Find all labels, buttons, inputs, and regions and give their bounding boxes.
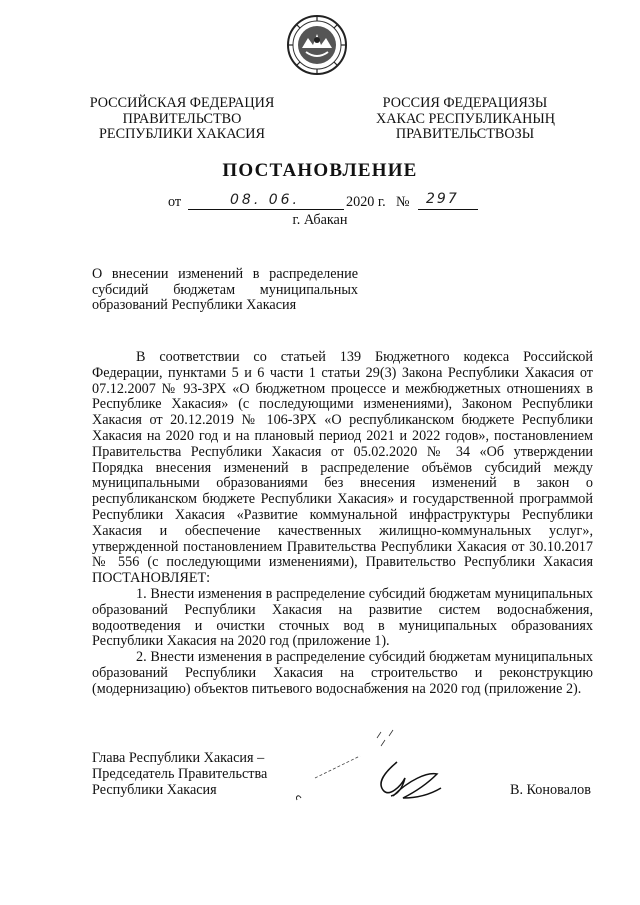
header-left-line: РОССИЙСКАЯ ФЕДЕРАЦИЯ [89,95,275,111]
coat-of-arms-icon [286,14,348,76]
body-paragraph-item-1: 1. Внести изменения в распределение субсидий бюджетам муниципальных образований Республики Хакасия на развитие систем водоснабжения, водоотведения и очистки сточных вод в муниципальных образованиях Республики Хакасия на 2020 год (приложение 1). [92,585,593,650]
header-right-line: ПРАВИТЕЛЬСТВОЗЫ [395,126,535,142]
date-number-line [168,191,488,212]
header-right-block [376,96,554,143]
signatory-title-line: Республики Хакасия [92,782,217,798]
signatory-name: В. Коновалов [510,782,591,798]
city-line: г. Абакан [292,212,348,228]
signatory-title-line: Председатель Правительства [92,766,268,782]
date-prefix: от [168,194,182,210]
handwritten-number: 297 [426,191,459,207]
body-paragraph-item-2: 2. Внести изменения в распределение субсидий бюджетам муниципальных образований Республики Хакасия на строительство и реконструкцию (модернизацию) объектов питьевого водоснабжения на 2020 год (приложение 2). [92,649,593,697]
subject-line: субсидий бюджетам муниципальных [92,281,358,298]
subject-line: образований Республики Хакасия [92,297,297,314]
handwritten-signature [285,728,445,810]
body-paragraph-preamble: В соответствии со статьей 139 Бюджетного кодекса Российской Федерации, пунктами 5 и 6 части 1 статьи 29(3) Закона Республики Хакасия от 07.12.2007 № 93-ЗРХ «О бюджетном процессе и межбюджетных отношениях в Республике Хакасия» (с последующими изменениями), Законом Республики Хакасия от 20.12.2019 № 106-ЗРХ «О республиканском бюджете Республики Хакасия на 2020 год и на плановый период 2021 и 2022 годов», постановлением Правительства Республики Хакасия от 05.02.2020 № 34 «Об утверждении Порядка внесения изменений в распределение объёмов субсидий между муниципальными образованиями без внесения изменений в закон о республиканском бюджете Республики Хакасия» и государственной программой Республики Хакасия «Развитие коммунальной инфраструктуры Республики Хакасия и обеспечение качественных жилищно-коммунальных услуг», утвержденной постановлением Правительства Республики Хакасия от 30.10.2017 № 556 (с последующими изменениями), Правительство Республики Хакасия ПОСТАНОВЛЯЕТ: [92,349,593,587]
date-year: 2020 г. [346,194,386,210]
header-left-block [88,96,276,143]
date-underline [188,209,344,210]
subject-block [92,267,358,314]
header-left-line: РЕСПУБЛИКИ ХАКАСИЯ [99,126,265,142]
number-underline [418,209,478,210]
header-right-line: РОССИЯ ФЕДЕРАЦИЯЗЫ [382,95,548,111]
handwritten-date: 08. 06. [230,192,300,208]
number-label: № [396,194,410,210]
signatory-title [92,750,267,798]
body-text [92,350,593,698]
header-right-line: ХАКАС РЕСПУБЛИКАНЫҢ [376,110,556,127]
document-title: ПОСТАНОВЛЕНИЕ [222,160,418,181]
subject-line: О внесении изменений в распределение [92,266,358,282]
header-left-line: ПРАВИТЕЛЬСТВО [122,110,242,127]
signatory-title-line: Глава Республики Хакасия – [92,750,265,766]
